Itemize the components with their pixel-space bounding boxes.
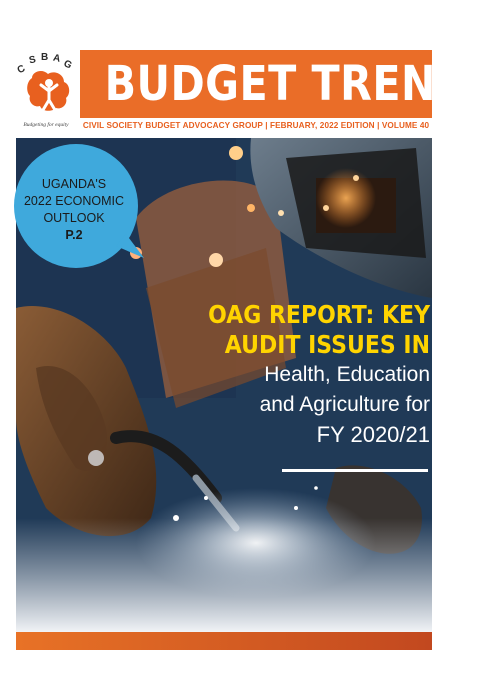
headline-line-5: FY 2020/21 [316, 422, 430, 447]
headline-underline [282, 469, 428, 472]
title-bar [80, 50, 501, 118]
headline-line-2: AUDIT ISSUES IN [224, 330, 430, 359]
svg-text:G: G [61, 58, 74, 72]
publication-title: BUDGET TRENDS [104, 56, 501, 112]
cover-headline[interactable] [170, 300, 430, 450]
economic-outlook-teaser[interactable] [18, 176, 130, 244]
headline-line-4: and Agriculture for [259, 393, 430, 416]
bubble-line-3: OUTLOOK [43, 211, 105, 225]
svg-text:B: B [41, 52, 49, 63]
csbag-logo [14, 50, 78, 142]
logo-tagline: Budgeting for equity [23, 122, 69, 128]
svg-text:S: S [28, 54, 37, 67]
headline-line-1: OAG REPORT: KEY [208, 300, 430, 329]
bubble-line-1: UGANDA'S [41, 177, 107, 191]
logo-figure-icon [24, 64, 72, 122]
bottom-color-strip [16, 632, 432, 650]
headline-line-3: Health, Education [264, 363, 430, 386]
svg-text:C: C [15, 63, 28, 77]
bubble-page-ref: P.2 [65, 228, 83, 242]
edition-subtitle: CIVIL SOCIETY BUDGET ADVOCACY GROUP | FEBRUARY, 2022 EDITION | VOLUME 40 [82, 121, 430, 130]
bubble-line-2: 2022 ECONOMIC [23, 194, 125, 208]
svg-text:A: A [52, 52, 62, 65]
